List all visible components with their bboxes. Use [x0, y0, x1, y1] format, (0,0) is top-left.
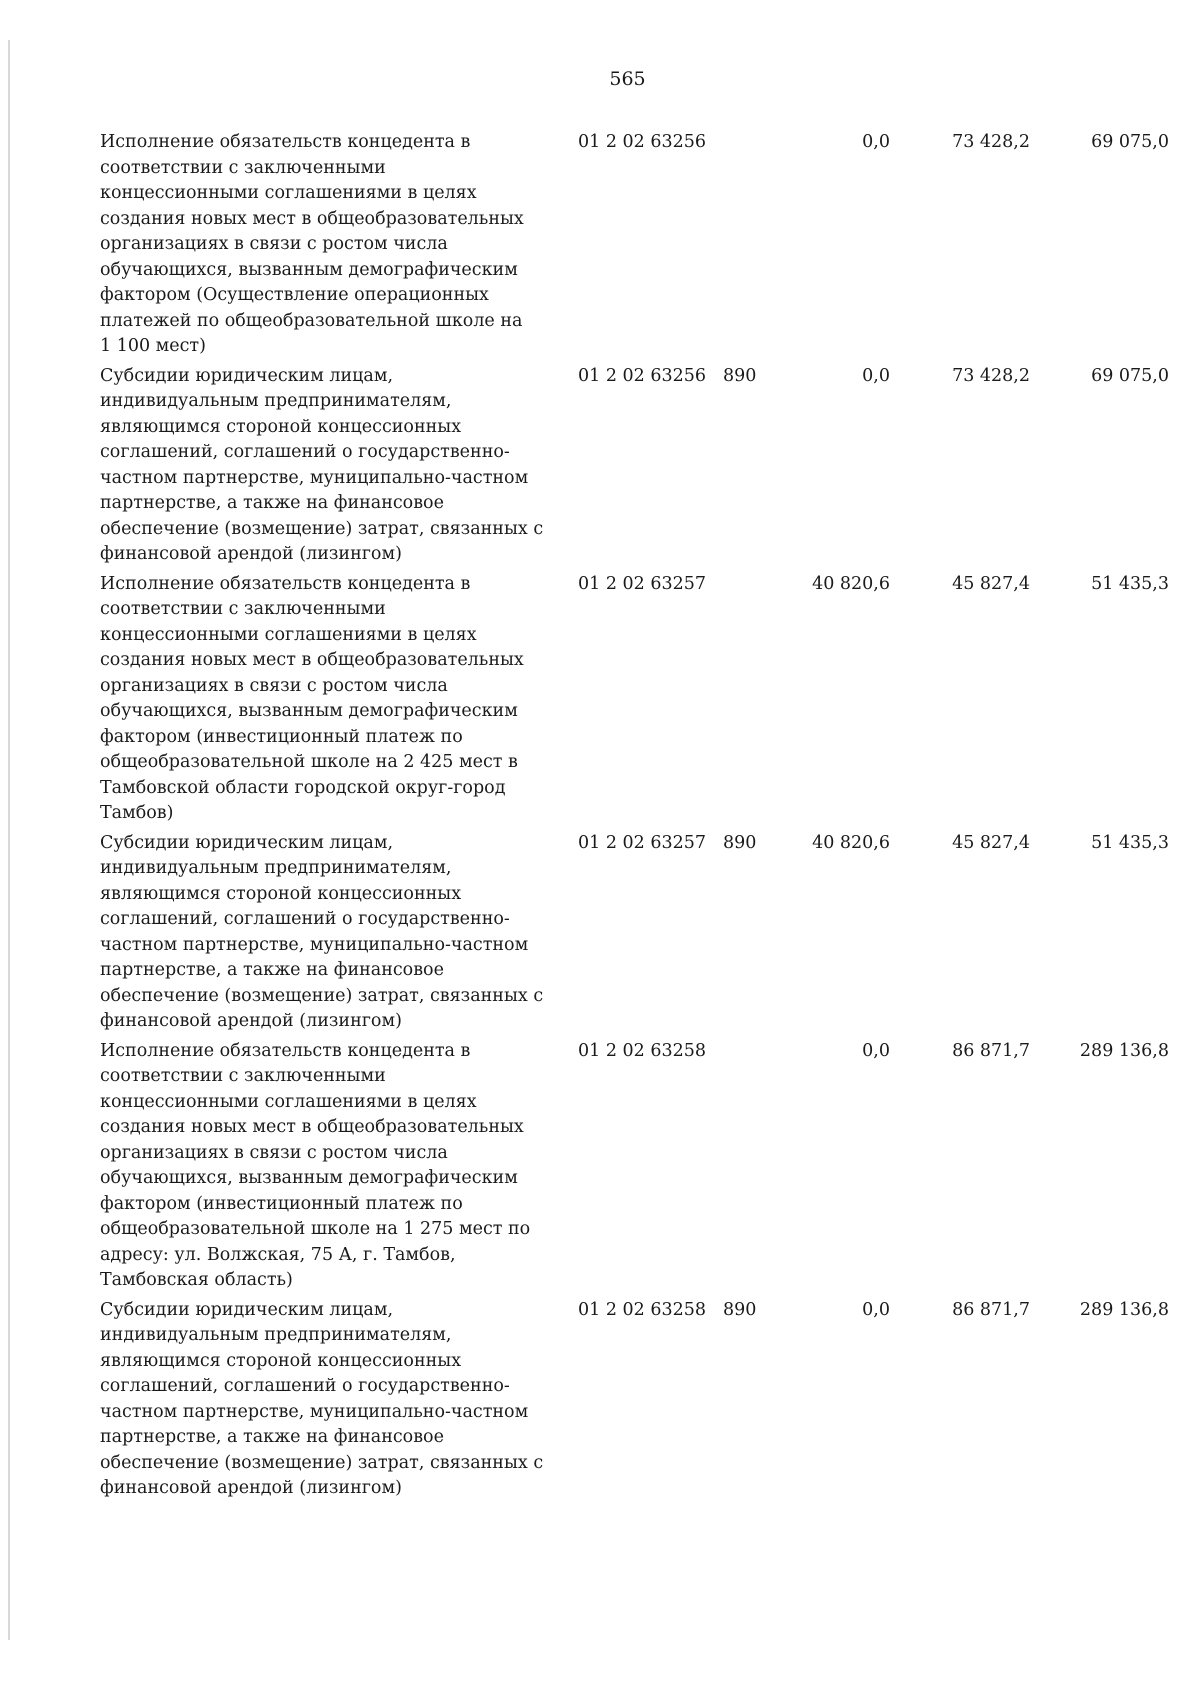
row-value-3: 51 435,3	[1091, 573, 1169, 594]
table-row	[100, 572, 1170, 827]
row-value-2: 45 827,4	[952, 832, 1030, 853]
row-value-3: 289 136,8	[1079, 1299, 1169, 1320]
row-description: Субсидии юридическим лицам, индивидуальным предпринимателям, являющимся стороной концессионных соглашений, соглашений о государственно- частном партнерстве, муниципально-частном партнерстве, а также на финансовое обеспечение (возмещение) затрат, связанных с финансовой арендой (лизингом)	[100, 1299, 544, 1498]
row-description: Субсидии юридическим лицам, индивидуальным предпринимателям, являющимся стороной концессионных соглашений, соглашений о государственно- частном партнерстве, муниципально-частном партнерстве, а также на финансовое обеспечение (возмещение) затрат, связанных с финансовой арендой (лизингом)	[100, 832, 544, 1031]
row-value-2: 86 871,7	[952, 1299, 1030, 1320]
row-value-1: 40 820,6	[812, 573, 890, 594]
row-value-1: 0,0	[862, 1040, 890, 1061]
row-target-code: 01 2 02 63256	[578, 132, 707, 152]
table-row	[100, 831, 1170, 1035]
table-row	[100, 130, 1170, 360]
row-description: Исполнение обязательств концедента в соответствии с заключенными концессионными соглашениями в целях создания новых мест в общеобразовательных организациях в связи с ростом числа обучающихся, вызванным демографическим фактором (инвестиционный платеж по общеобразовательной школе на 2 425 мест в Тамбовской области городской округ-город Тамбов)	[100, 573, 524, 823]
row-value-2: 73 428,2	[952, 365, 1030, 386]
row-expense-type: 890	[723, 365, 757, 386]
row-value-3: 69 075,0	[1091, 365, 1169, 386]
row-value-3: 289 136,8	[1079, 1040, 1169, 1061]
row-target-code: 01 2 02 63257	[578, 573, 707, 594]
table-row	[100, 364, 1170, 568]
row-value-2: 86 871,7	[952, 1040, 1030, 1061]
budget-table	[100, 130, 1170, 1506]
row-value-1: 0,0	[862, 1299, 890, 1320]
row-description: Исполнение обязательств концедента в соответствии с заключенными концессионными соглашениями в целях создания новых мест в общеобразовательных организациях в связи с ростом числа обучающихся, вызванным демографическим фактором (Осуществление операционных платежей по общеобразовательной школе на 1 100 мест)	[100, 132, 524, 356]
row-target-code: 01 2 02 63256	[578, 365, 707, 386]
row-value-3: 51 435,3	[1091, 832, 1169, 853]
row-value-1: 40 820,6	[812, 832, 890, 853]
row-expense-type: 890	[723, 1299, 757, 1320]
row-target-code: 01 2 02 63258	[578, 1299, 707, 1320]
page-number: 565	[609, 68, 646, 90]
row-value-3: 69 075,0	[1091, 132, 1169, 152]
row-target-code: 01 2 02 63257	[578, 832, 707, 853]
row-value-1: 0,0	[862, 365, 890, 386]
row-expense-type: 890	[723, 832, 757, 853]
row-value-1: 0,0	[862, 132, 890, 152]
table-row	[100, 1039, 1170, 1294]
row-value-2: 45 827,4	[952, 573, 1030, 594]
row-description: Субсидии юридическим лицам, индивидуальным предпринимателям, являющимся стороной концессионных соглашений, соглашений о государственно- частном партнерстве, муниципально-частном партнерстве, а также на финансовое обеспечение (возмещение) затрат, связанных с финансовой арендой (лизингом)	[100, 365, 544, 564]
row-description: Исполнение обязательств концедента в соответствии с заключенными концессионными соглашениями в целях создания новых мест в общеобразовательных организациях в связи с ростом числа обучающихся, вызванным демографическим фактором (инвестиционный платеж по общеобразовательной школе на 1 275 мест по адресу: ул. Волжская, 75 А, г. Тамбов, Тамбовская область)	[100, 1040, 531, 1290]
table-row	[100, 1298, 1170, 1502]
row-value-2: 73 428,2	[952, 132, 1030, 152]
row-target-code: 01 2 02 63258	[578, 1040, 707, 1061]
scan-margin-mark	[8, 40, 10, 1640]
